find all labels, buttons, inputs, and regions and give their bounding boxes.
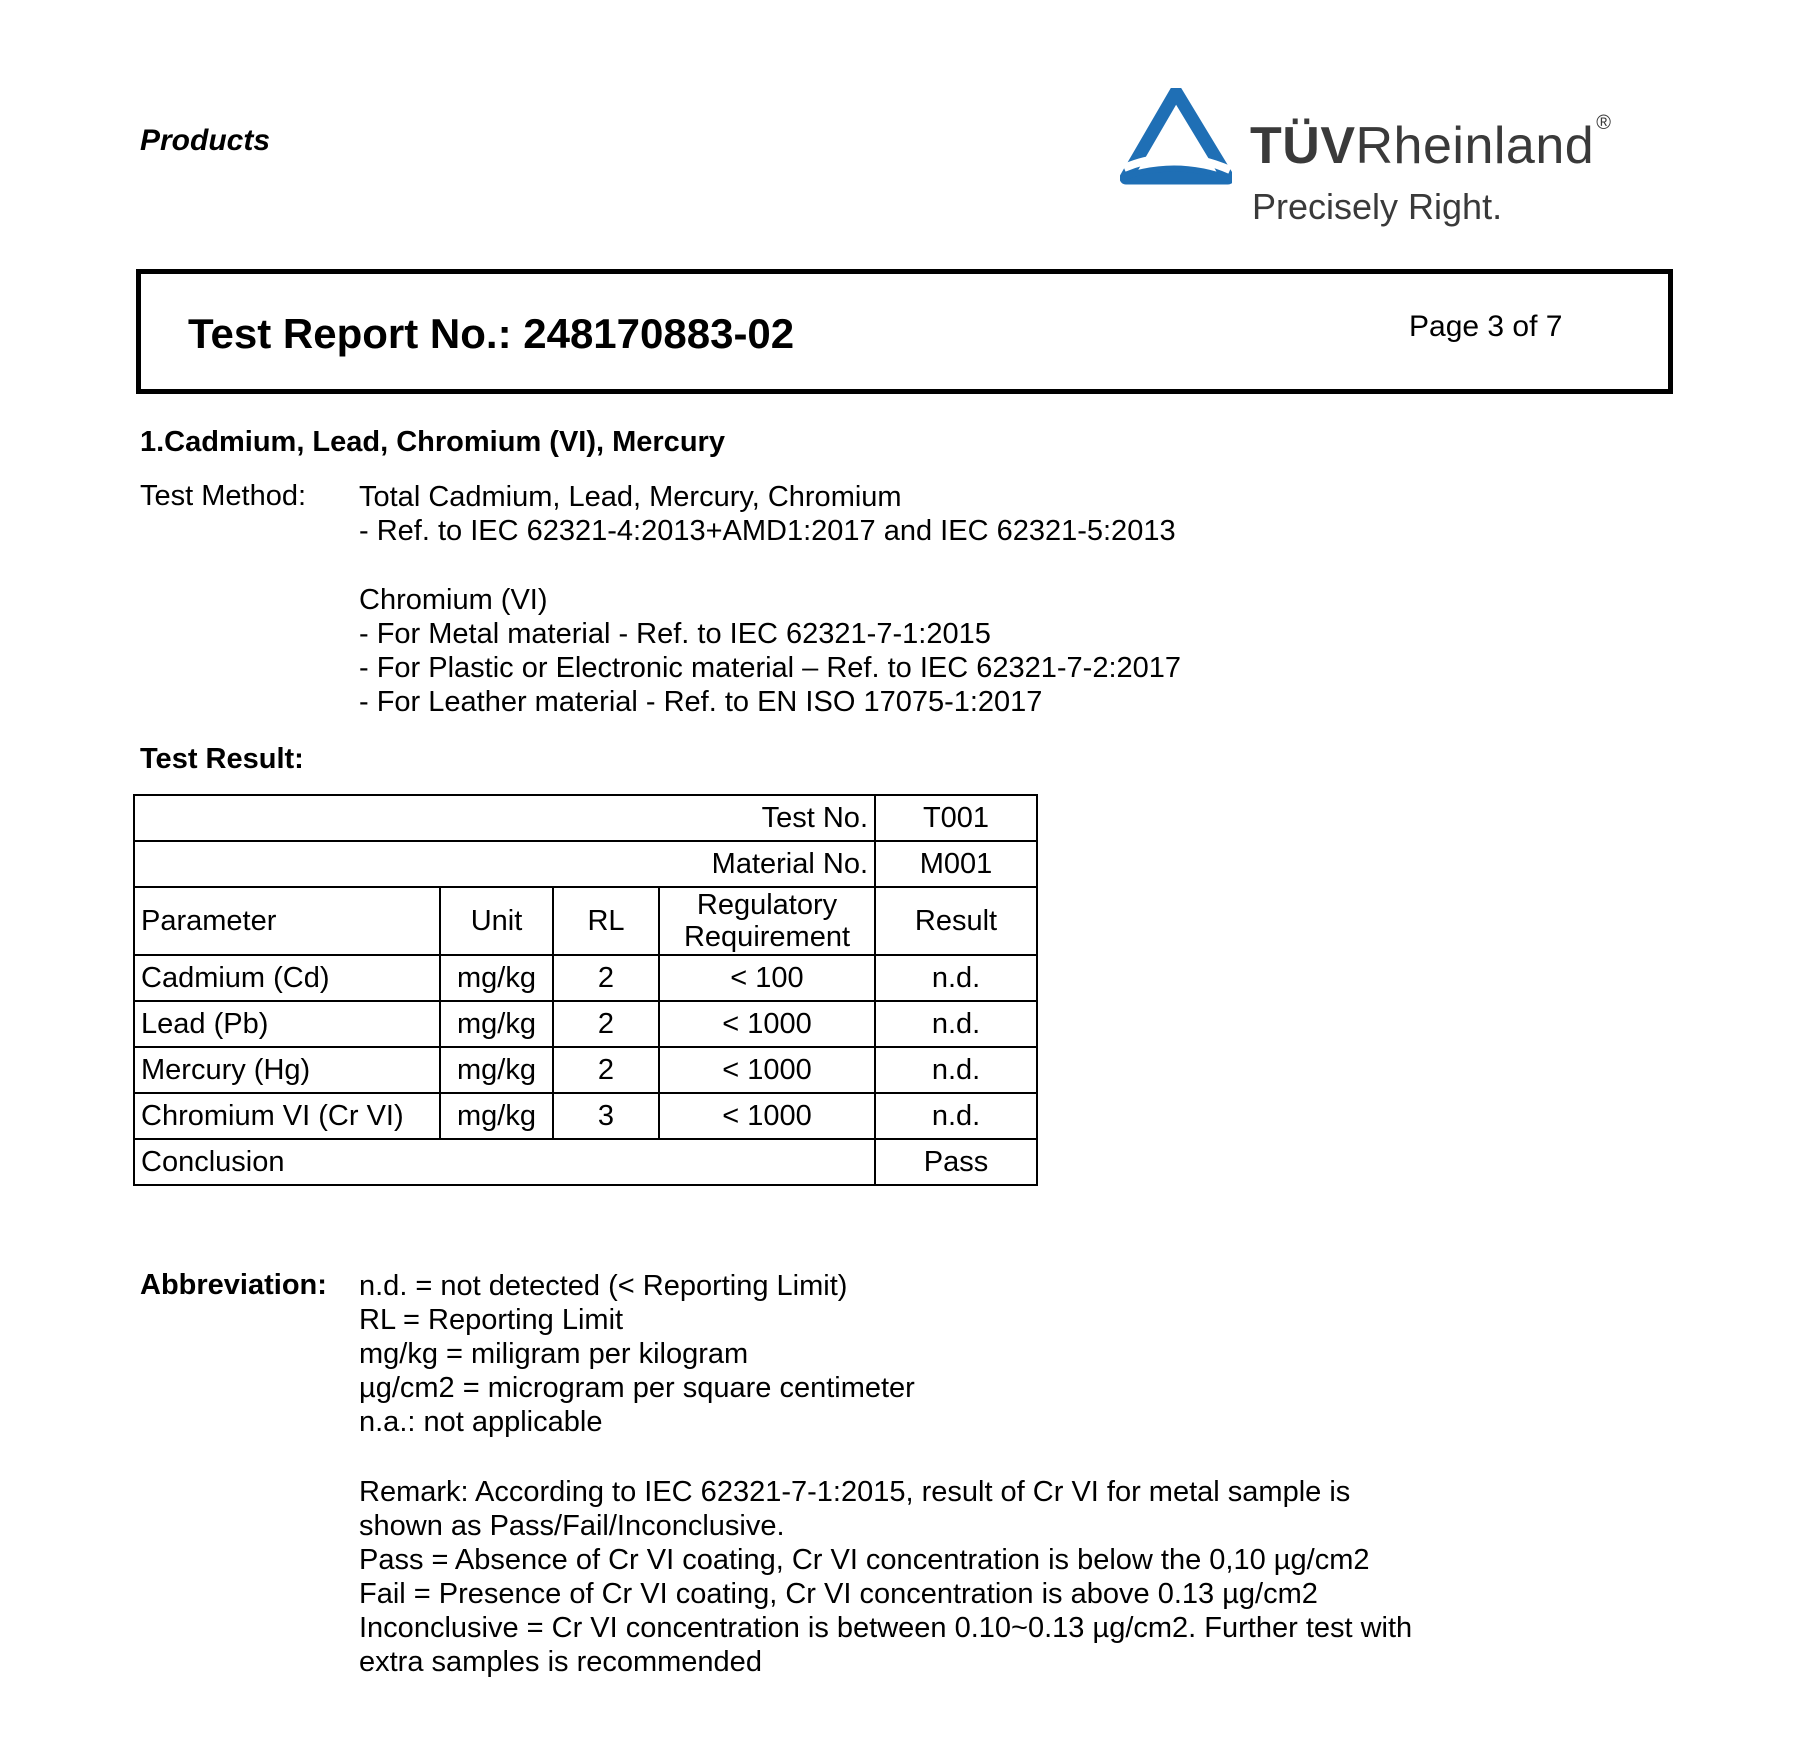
abbreviation-line: n.a.: not applicable: [359, 1406, 603, 1438]
table-cell: < 1000: [659, 1047, 875, 1093]
column-header: Parameter: [134, 887, 440, 955]
table-row: [134, 1001, 1037, 1047]
table-cell: Lead (Pb): [134, 1001, 440, 1047]
table-cell: Chromium VI (Cr VI): [134, 1093, 440, 1139]
abbreviation-line: mg/kg = miligram per kilogram: [359, 1338, 749, 1370]
logo-brand-text: TÜVRheinland ®: [1250, 112, 1612, 175]
remark-line: Pass = Absence of Cr VI coating, Cr VI concentration is below the 0,10 µg/cm2: [359, 1544, 1370, 1576]
table-cell: mg/kg: [440, 1047, 553, 1093]
material-no-value: M001: [875, 841, 1037, 887]
method-line: Chromium (VI): [359, 584, 548, 616]
table-cell: < 1000: [659, 1001, 875, 1047]
test-method-lines-chromium: [359, 583, 1181, 719]
section-heading: 1.Cadmium, Lead, Chromium (VI), Mercury: [140, 426, 725, 458]
table-row: [134, 955, 1037, 1001]
abbreviation-line: RL = Reporting Limit: [359, 1304, 624, 1336]
conclusion-value: Pass: [875, 1139, 1037, 1185]
test-result-label: Test Result:: [140, 743, 304, 775]
table-cell: 2: [553, 955, 659, 1001]
test-no-value: T001: [875, 795, 1037, 841]
abbreviation-label: Abbreviation:: [140, 1269, 327, 1301]
logo-tagline: Precisely Right.: [1252, 186, 1503, 227]
remark-line: Fail = Presence of Cr VI coating, Cr VI concentration is above 0.13 µg/cm2: [359, 1578, 1318, 1610]
method-line: Total Cadmium, Lead, Mercury, Chromium: [359, 481, 902, 513]
table-cell: < 100: [659, 955, 875, 1001]
conclusion-row: [134, 1139, 1037, 1185]
triangle-logo-icon: [1120, 88, 1232, 188]
abbreviation-line: µg/cm2 = microgram per square centimeter: [359, 1372, 915, 1404]
material-no-label: Material No.: [134, 841, 875, 887]
table-cell: < 1000: [659, 1093, 875, 1139]
column-header: RL: [553, 887, 659, 955]
column-header: Result: [875, 887, 1037, 955]
remark-line: shown as Pass/Fail/Inconclusive.: [359, 1510, 785, 1542]
table-row: [134, 1093, 1037, 1139]
remark-lines: [359, 1475, 1412, 1679]
table-cell: Cadmium (Cd): [134, 955, 440, 1001]
report-title: Test Report No.: 248170883-02: [188, 310, 795, 357]
method-line: - For Plastic or Electronic material – Ref. to IEC 62321-7-2:2017: [359, 652, 1182, 684]
conclusion-label: Conclusion: [134, 1139, 875, 1185]
abbreviation-line: n.d. = not detected (< Reporting Limit): [359, 1270, 848, 1302]
method-line: - Ref. to IEC 62321-4:2013+AMD1:2017 and IEC 62321-5:2013: [359, 515, 1176, 547]
table-cell: n.d.: [875, 955, 1037, 1001]
table-cell: n.d.: [875, 1093, 1037, 1139]
table-cell: Mercury (Hg): [134, 1047, 440, 1093]
table-cell: n.d.: [875, 1001, 1037, 1047]
table-row: [134, 1047, 1037, 1093]
report-header-box: [136, 269, 1673, 394]
test-method-lines-total: [359, 480, 1176, 548]
page-number: Page 3 of 7: [1409, 310, 1563, 343]
table-cell: mg/kg: [440, 955, 553, 1001]
table-row: [134, 841, 1037, 887]
remark-line: Inconclusive = Cr VI concentration is between 0.10~0.13 µg/cm2. Further test with: [359, 1612, 1413, 1644]
method-line: - For Metal material - Ref. to IEC 62321-7-1:2015: [359, 618, 991, 650]
table-cell: mg/kg: [440, 1001, 553, 1047]
test-no-label: Test No.: [134, 795, 875, 841]
table-cell: 3: [553, 1093, 659, 1139]
remark-line: Remark: According to IEC 62321-7-1:2015, result of Cr VI for metal sample is: [359, 1476, 1351, 1508]
table-cell: 2: [553, 1047, 659, 1093]
test-method-label: Test Method:: [140, 480, 307, 512]
table-cell: 2: [553, 1001, 659, 1047]
table-cell: mg/kg: [440, 1093, 553, 1139]
table-row: [134, 795, 1037, 841]
method-line: - For Leather material - Ref. to EN ISO 17075-1:2017: [359, 686, 1043, 718]
tuv-rheinland-logo: [1120, 88, 1660, 228]
results-table: [133, 794, 1038, 1186]
remark-line: extra samples is recommended: [359, 1646, 762, 1678]
table-header-row: [134, 887, 1037, 955]
table-cell: n.d.: [875, 1047, 1037, 1093]
column-header: Regulatory Requirement: [659, 887, 875, 955]
section-label: Products: [140, 124, 271, 157]
column-header: Unit: [440, 887, 553, 955]
abbreviation-lines: [359, 1269, 915, 1439]
